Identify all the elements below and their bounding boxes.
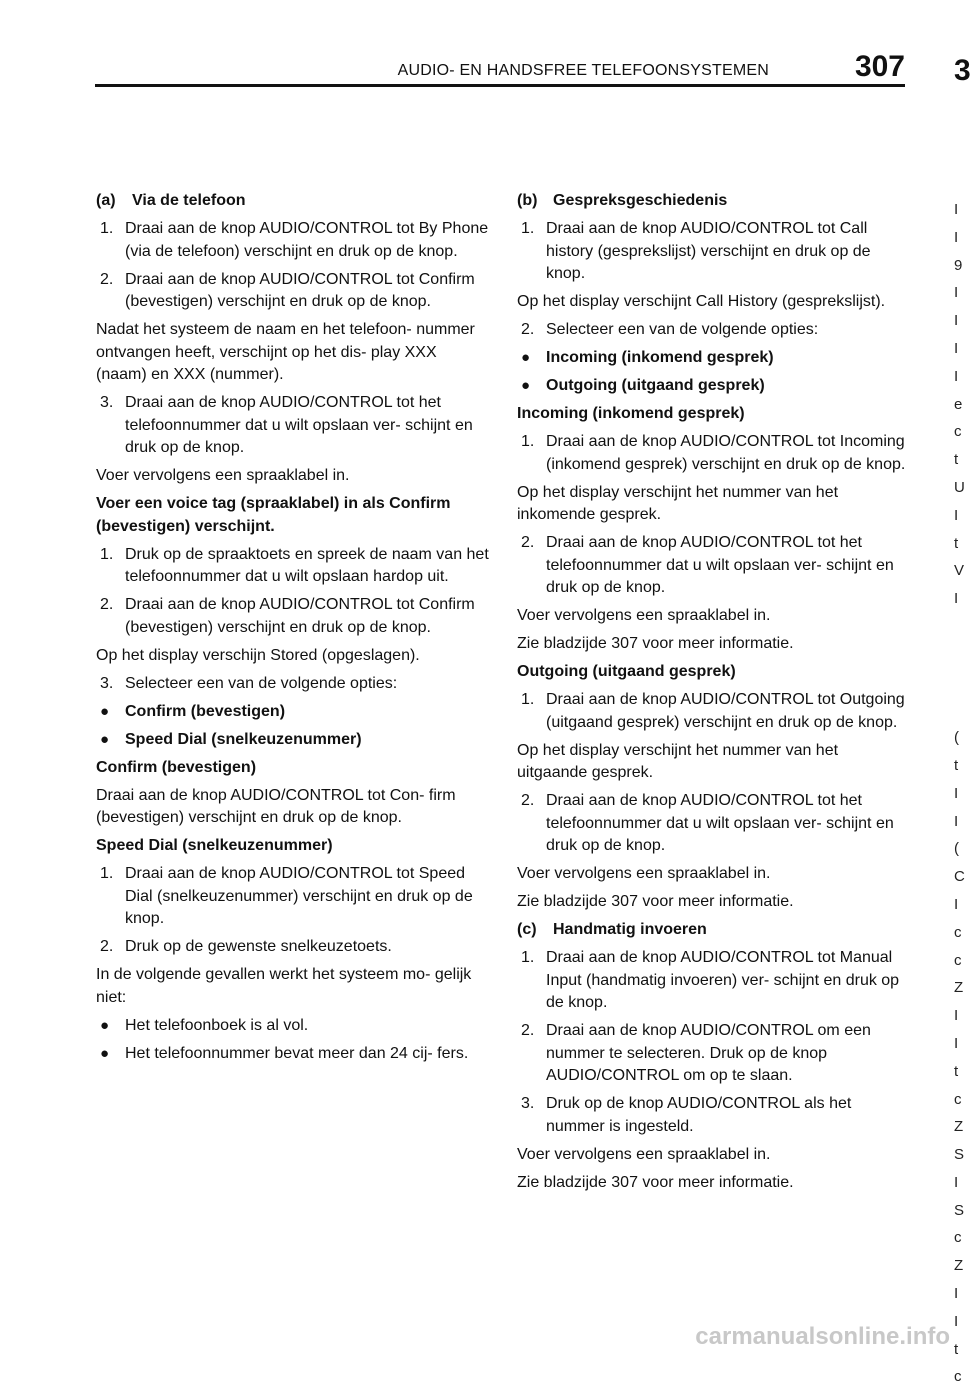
numbered-step	[96, 218, 491, 263]
header-rule	[95, 84, 905, 87]
bullet-item	[517, 375, 912, 398]
edge-letter	[954, 696, 964, 724]
paragraph: Zie bladzijde 307 voor meer informatie.	[517, 1173, 794, 1191]
numbered-step	[96, 863, 491, 931]
edge-letter: c	[954, 1229, 962, 1247]
step-number: 2.	[100, 596, 114, 613]
numbered-step	[96, 673, 491, 696]
edge-letter: I	[954, 895, 959, 913]
bullet-text: Speed Dial (snelkeuzenummer)	[125, 730, 362, 748]
section-title: Via de telefoon	[132, 192, 246, 209]
edge-letter: I	[954, 201, 959, 218]
subheading: Outgoing (uitgaand gesprek)	[517, 663, 736, 680]
step-number: 3.	[100, 674, 114, 692]
edge-letter: Z	[954, 1257, 964, 1275]
paragraph: Op het display verschijnt het nummer van het inkomende gesprek.	[517, 483, 839, 523]
edge-letter: I	[954, 284, 959, 302]
step-text: Draai aan de knop AUDIO/CONTROL tot Outgoing (uitgaand gesprek) verschijnt en druk op de knop.	[546, 691, 905, 731]
section-label: (b)	[517, 192, 538, 209]
step-text: Draai aan de knop AUDIO/CONTROL tot By Phone (via de telefoon) verschijnt en druk op de knop.	[125, 220, 489, 260]
edge-letter: I	[954, 1007, 959, 1025]
numbered-step	[96, 392, 491, 460]
section-label: (a)	[96, 192, 116, 209]
step-text: Selecteer een van de volgende opties:	[125, 674, 398, 692]
watermark: carmanualsonline.info	[695, 1323, 950, 1350]
header-title: AUDIO- EN HANDSFREE TELEFOONSYSTEMEN	[397, 62, 769, 79]
edge-letter: I	[954, 590, 959, 608]
edge-letter: S	[954, 1201, 965, 1219]
bullet-icon: ●	[100, 702, 110, 720]
section-heading	[96, 190, 491, 213]
edge-letter: V	[954, 562, 965, 580]
step-text: Draai aan de knop AUDIO/CONTROL tot het telefoonnummer dat u wilt opslaan ver- schijnt en druk op de knop.	[546, 534, 894, 596]
edge-letter: I	[954, 812, 959, 830]
step-text: Draai aan de knop AUDIO/CONTROL tot Manual Input (handmatig invoeren) ver- schijnt en druk op de knop.	[546, 949, 900, 1011]
numbered-step	[517, 532, 912, 600]
section-heading	[517, 919, 912, 942]
bullet-item	[96, 1043, 491, 1066]
edge-letter: t	[954, 534, 959, 552]
edge-letter: c	[954, 923, 962, 941]
edge-letter: (	[954, 729, 959, 747]
edge-letter: I	[954, 784, 959, 802]
step-text: Draai aan de knop AUDIO/CONTROL tot Call history (gesprekslijst) verschijnt en druk op de knop.	[546, 220, 871, 282]
step-text: Selecteer een van de volgende opties:	[546, 321, 819, 338]
paragraph: Zie bladzijde 307 voor meer informatie.	[517, 635, 794, 652]
section-heading	[517, 190, 912, 213]
step-number: 2.	[521, 321, 535, 338]
page-number: 307	[854, 50, 905, 83]
bullet-item	[517, 347, 912, 370]
edge-letter: I	[954, 339, 959, 357]
edge-letter: t	[954, 1340, 959, 1358]
step-text: Draai aan de knop AUDIO/CONTROL tot het telefoonnummer dat u wilt opslaan ver- schijnt en druk op de knop.	[125, 394, 473, 456]
subheading: Voer een voice tag (spraaklabel) in als Confirm (bevestigen) verschijnt.	[96, 495, 451, 535]
page-header	[95, 52, 905, 90]
step-text: Draai aan de knop AUDIO/CONTROL tot Confirm (bevestigen) verschijnt en druk op de knop.	[125, 270, 475, 310]
bullet-icon: ●	[100, 1044, 110, 1062]
numbered-step	[96, 269, 491, 314]
edge-letter: I	[954, 1173, 959, 1191]
paragraph: Voer vervolgens een spraaklabel in.	[96, 467, 350, 484]
edge-letter: I	[954, 1285, 959, 1303]
numbered-step	[517, 947, 912, 1015]
numbered-step	[517, 431, 912, 476]
paragraph: Nadat het systeem de naam en het telefoon- nummer ontvangen heeft, verschijnt op het dis- play XXX (naam) en XXX (nummer).	[96, 321, 475, 383]
step-text: Draai aan de knop AUDIO/CONTROL tot Incoming (inkomend gesprek) verschijnt en druk op de knop.	[546, 433, 906, 473]
step-number: 2.	[100, 938, 114, 955]
bullet-text: Het telefoonboek is al vol.	[125, 1016, 309, 1034]
edge-letter: c	[954, 1368, 962, 1386]
paragraph: In de volgende gevallen werkt het systeem mo- gelijk niet:	[96, 966, 472, 1006]
step-number: 1.	[521, 433, 535, 450]
step-number: 1.	[100, 545, 114, 563]
bullet-item	[96, 729, 491, 752]
numbered-step	[96, 594, 491, 639]
edge-letter: Z	[954, 979, 964, 997]
subheading: Incoming (inkomend gesprek)	[517, 405, 745, 422]
edge-letter: e	[954, 395, 963, 413]
section-title: Handmatig invoeren	[553, 921, 707, 938]
section-title: Gespreksgeschiedenis	[553, 192, 728, 209]
bullet-icon: ●	[521, 377, 531, 394]
left-column	[96, 190, 491, 1071]
numbered-step	[517, 790, 912, 858]
edge-letter: c	[954, 1090, 962, 1108]
numbered-step	[96, 936, 491, 959]
bullet-text: Incoming (inkomend gesprek)	[546, 349, 774, 366]
section-label: (c)	[517, 921, 537, 938]
step-number: 1.	[521, 691, 535, 708]
edge-letter: Z	[954, 1118, 964, 1136]
paragraph: Voer vervolgens een spraaklabel in.	[517, 865, 771, 882]
numbered-step	[517, 319, 912, 342]
bullet-icon: ●	[521, 349, 531, 366]
step-number: 2.	[521, 1022, 535, 1039]
numbered-step	[517, 1093, 912, 1138]
next-page-edge-text	[954, 196, 964, 1391]
numbered-step	[96, 544, 491, 589]
paragraph: Voer vervolgens een spraaklabel in.	[517, 1145, 771, 1163]
paragraph: Voer vervolgens een spraaklabel in.	[517, 607, 771, 624]
edge-letter: c	[954, 951, 962, 969]
edge-letter	[954, 613, 964, 641]
edge-letter: I	[954, 367, 959, 385]
numbered-step	[517, 218, 912, 286]
step-text: Druk op de spraaktoets en spreek de naam van het telefoonnummer dat u wilt opslaan hardop uit.	[125, 545, 489, 585]
edge-letter: t	[954, 1062, 959, 1080]
step-number: 2.	[100, 270, 114, 288]
step-number: 2.	[521, 534, 535, 551]
step-number: 2.	[521, 792, 535, 809]
paragraph: Op het display verschijnt Call History (gesprekslijst).	[517, 293, 886, 310]
edge-letter: I	[954, 1034, 959, 1052]
paragraph: Op het display verschijnt het nummer van het uitgaande gesprek.	[517, 741, 839, 781]
numbered-step	[517, 689, 912, 734]
edge-letter	[954, 669, 964, 697]
edge-letter: I	[954, 228, 959, 246]
edge-letter: I	[954, 506, 959, 524]
edge-letter: (	[954, 840, 959, 858]
paragraph: Zie bladzijde 307 voor meer informatie.	[517, 893, 794, 910]
step-text: Druk op de gewenste snelkeuzetoets.	[125, 938, 392, 955]
numbered-step	[517, 1020, 912, 1088]
step-number: 1.	[521, 220, 535, 237]
edge-letter: 9	[954, 256, 963, 274]
edge-letter: c	[954, 423, 962, 441]
step-text: Draai aan de knop AUDIO/CONTROL tot het telefoonnummer dat u wilt opslaan ver- schijnt en druk op de knop.	[546, 792, 894, 854]
right-column	[517, 190, 912, 1200]
edge-letter: t	[954, 451, 959, 469]
edge-letter: S	[954, 1146, 965, 1164]
step-text: Druk op de knop AUDIO/CONTROL als het nummer is ingesteld.	[546, 1095, 852, 1135]
step-text: Draai aan de knop AUDIO/CONTROL om een nummer te selecteren. Druk op de knop AUDIO/CONTROL om op te slaan.	[546, 1022, 871, 1084]
bullet-item	[96, 701, 491, 724]
edge-letter: I	[954, 1312, 959, 1330]
edge-letter: I	[954, 312, 959, 330]
next-page-edge-mark: 3	[954, 54, 971, 87]
subheading: Confirm (bevestigen)	[96, 758, 257, 776]
edge-letter: t	[954, 756, 959, 774]
paragraph: Op het display verschijn Stored (opgeslagen).	[96, 646, 420, 664]
step-number: 1.	[521, 949, 535, 966]
step-number: 1.	[100, 220, 114, 237]
edge-letter: U	[954, 478, 965, 496]
bullet-icon: ●	[100, 730, 110, 748]
bullet-text: Outgoing (uitgaand gesprek)	[546, 377, 765, 394]
step-text: Draai aan de knop AUDIO/CONTROL tot Confirm (bevestigen) verschijnt en druk op de knop.	[125, 596, 475, 636]
step-number: 3.	[100, 394, 114, 411]
step-text: Draai aan de knop AUDIO/CONTROL tot Speed Dial (snelkeuzenummer) verschijnt en druk op de knop.	[125, 865, 473, 927]
bullet-icon: ●	[100, 1016, 110, 1034]
bullet-item	[96, 1015, 491, 1038]
edge-letter	[954, 641, 964, 669]
paragraph: Draai aan de knop AUDIO/CONTROL tot Con- firm (bevestigen) verschijnt en druk op de knop.	[96, 786, 456, 826]
step-number: 1.	[100, 865, 114, 882]
bullet-text: Confirm (bevestigen)	[125, 702, 286, 720]
bullet-text: Het telefoonnummer bevat meer dan 24 cij- fers.	[125, 1044, 469, 1062]
edge-letter: C	[954, 868, 965, 886]
subheading: Speed Dial (snelkeuzenummer)	[96, 837, 333, 854]
step-number: 3.	[521, 1095, 535, 1112]
